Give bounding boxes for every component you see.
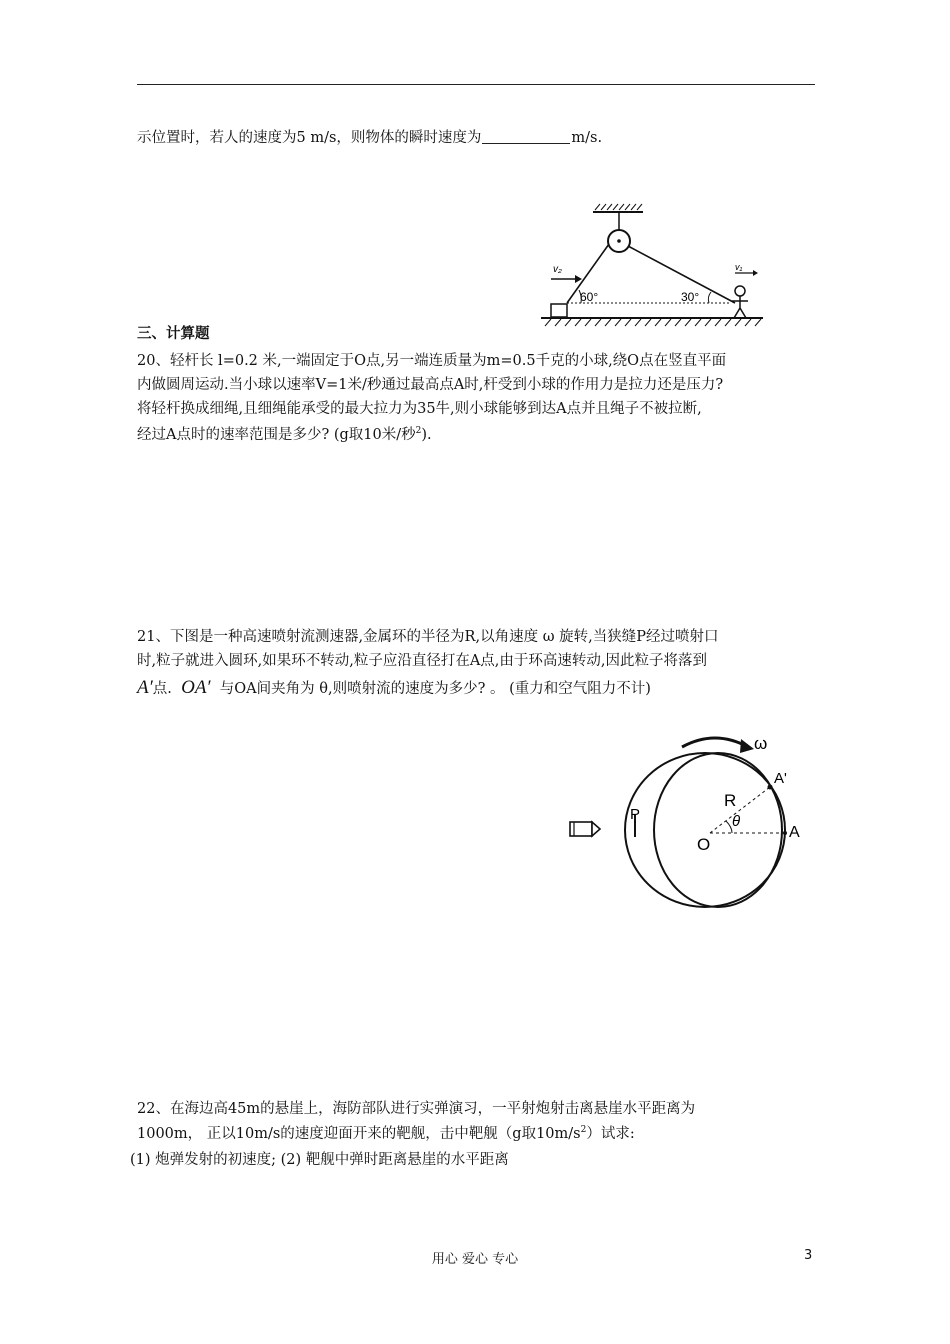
q20-line-1: 20、轻杆长 l=0.2 米,一端固定于O点,另一端连质量为m=0.5千克的小球,绕O点在竖直平面	[137, 353, 727, 369]
ring-outer	[625, 753, 785, 907]
q21-line-3-rest: 与OA间夹角为 θ,则喷射流的速度为多少? 。 (重力和空气阻力不计)	[219, 681, 651, 697]
q22-line-2-end: ）试求:	[586, 1126, 635, 1142]
point-a	[783, 831, 787, 835]
q20-line-4-end: ).	[421, 427, 432, 443]
q19-tail-before: 示位置时，若人的速度为5 m/s，则物体的瞬时速度为	[137, 130, 482, 146]
velocity-arrow-v1	[735, 262, 758, 276]
label-o: O	[697, 835, 711, 854]
ground	[541, 318, 763, 326]
q22-line-2-text: 1000m， 正以10m/s的速度迎面开来的靶舰，击中靶舰（g取10m/s	[137, 1126, 581, 1142]
point-a-prime	[768, 785, 773, 790]
page-number: 3	[804, 1248, 813, 1263]
q22-line-2	[137, 1124, 635, 1144]
block-object	[551, 304, 567, 317]
label-p: P	[630, 806, 641, 823]
q21-line-2: 时,粒子就进入圆环,如果环不转动,粒子应沿直径打在A点,由于环高速转动,因此粒子将落到	[137, 653, 708, 669]
q22-line-1: 22、在海边高45m的悬崖上，海防部队进行实弹演习，一平射炮射击离悬崖水平距离为	[137, 1101, 696, 1117]
q20-line-4-sup: 2	[415, 426, 422, 437]
angle-arc-30	[708, 292, 711, 303]
angle-label-30: 30°	[681, 290, 700, 304]
q20-line-2: 内做圆周运动.当小球以速率V=1米/秒通过最高点A时,杆受到小球的作用力是拉力还是压力?	[137, 377, 724, 393]
q20-line-4-text: 经过A点时的速率范围是多少? (g取10米/秒	[137, 427, 416, 443]
q19-tail-after: m/s.	[571, 130, 603, 146]
section-title: 三、计算题	[137, 326, 210, 342]
q21-line-3	[137, 675, 651, 702]
pulley-wheel	[608, 230, 630, 252]
jet-nozzle	[570, 822, 600, 836]
q22-line-3: (1) 炮弹发射的初速度; (2) 靶舰中弹时距离悬崖的水平距离	[130, 1152, 509, 1168]
label-a: A	[789, 824, 800, 841]
q21-line-3-mid: 点.	[152, 681, 172, 697]
header-rule	[137, 84, 815, 85]
angle-label-60: 60°	[580, 290, 599, 304]
q19-answer-blank	[482, 129, 570, 144]
pulley-figure	[535, 200, 770, 330]
label-a-prime: A'	[774, 770, 787, 787]
q21-line-1: 21、下图是一种高速喷射流测速器,金属环的半径为R,以角速度 ω 旋转,当狭缝P经过喷射口	[137, 629, 719, 645]
footer-center: 用心 爱心 专心	[431, 1252, 519, 1267]
velocity-arrow-v2	[551, 264, 582, 283]
label-r: R	[724, 791, 737, 810]
label-theta: θ	[732, 813, 741, 830]
q20-line-4	[137, 425, 432, 445]
ring-figure	[560, 725, 820, 915]
q22-line-2-sup: 2	[580, 1125, 587, 1136]
q21-a-prime: A′	[137, 677, 153, 698]
rotation-arrow	[682, 734, 767, 753]
q21-oa-prime: OA′	[181, 677, 211, 698]
q19-tail-line	[137, 128, 602, 148]
label-omega: ω	[754, 734, 768, 753]
label-v1: v₁	[735, 262, 743, 272]
label-v2: v₂	[553, 264, 562, 275]
q20-line-3: 将轻杆换成细绳,且细绳能承受的最大拉力为35牛,则小球能够到达A点并且绳子不被拉断,	[137, 401, 702, 417]
ceiling-support	[593, 204, 643, 230]
